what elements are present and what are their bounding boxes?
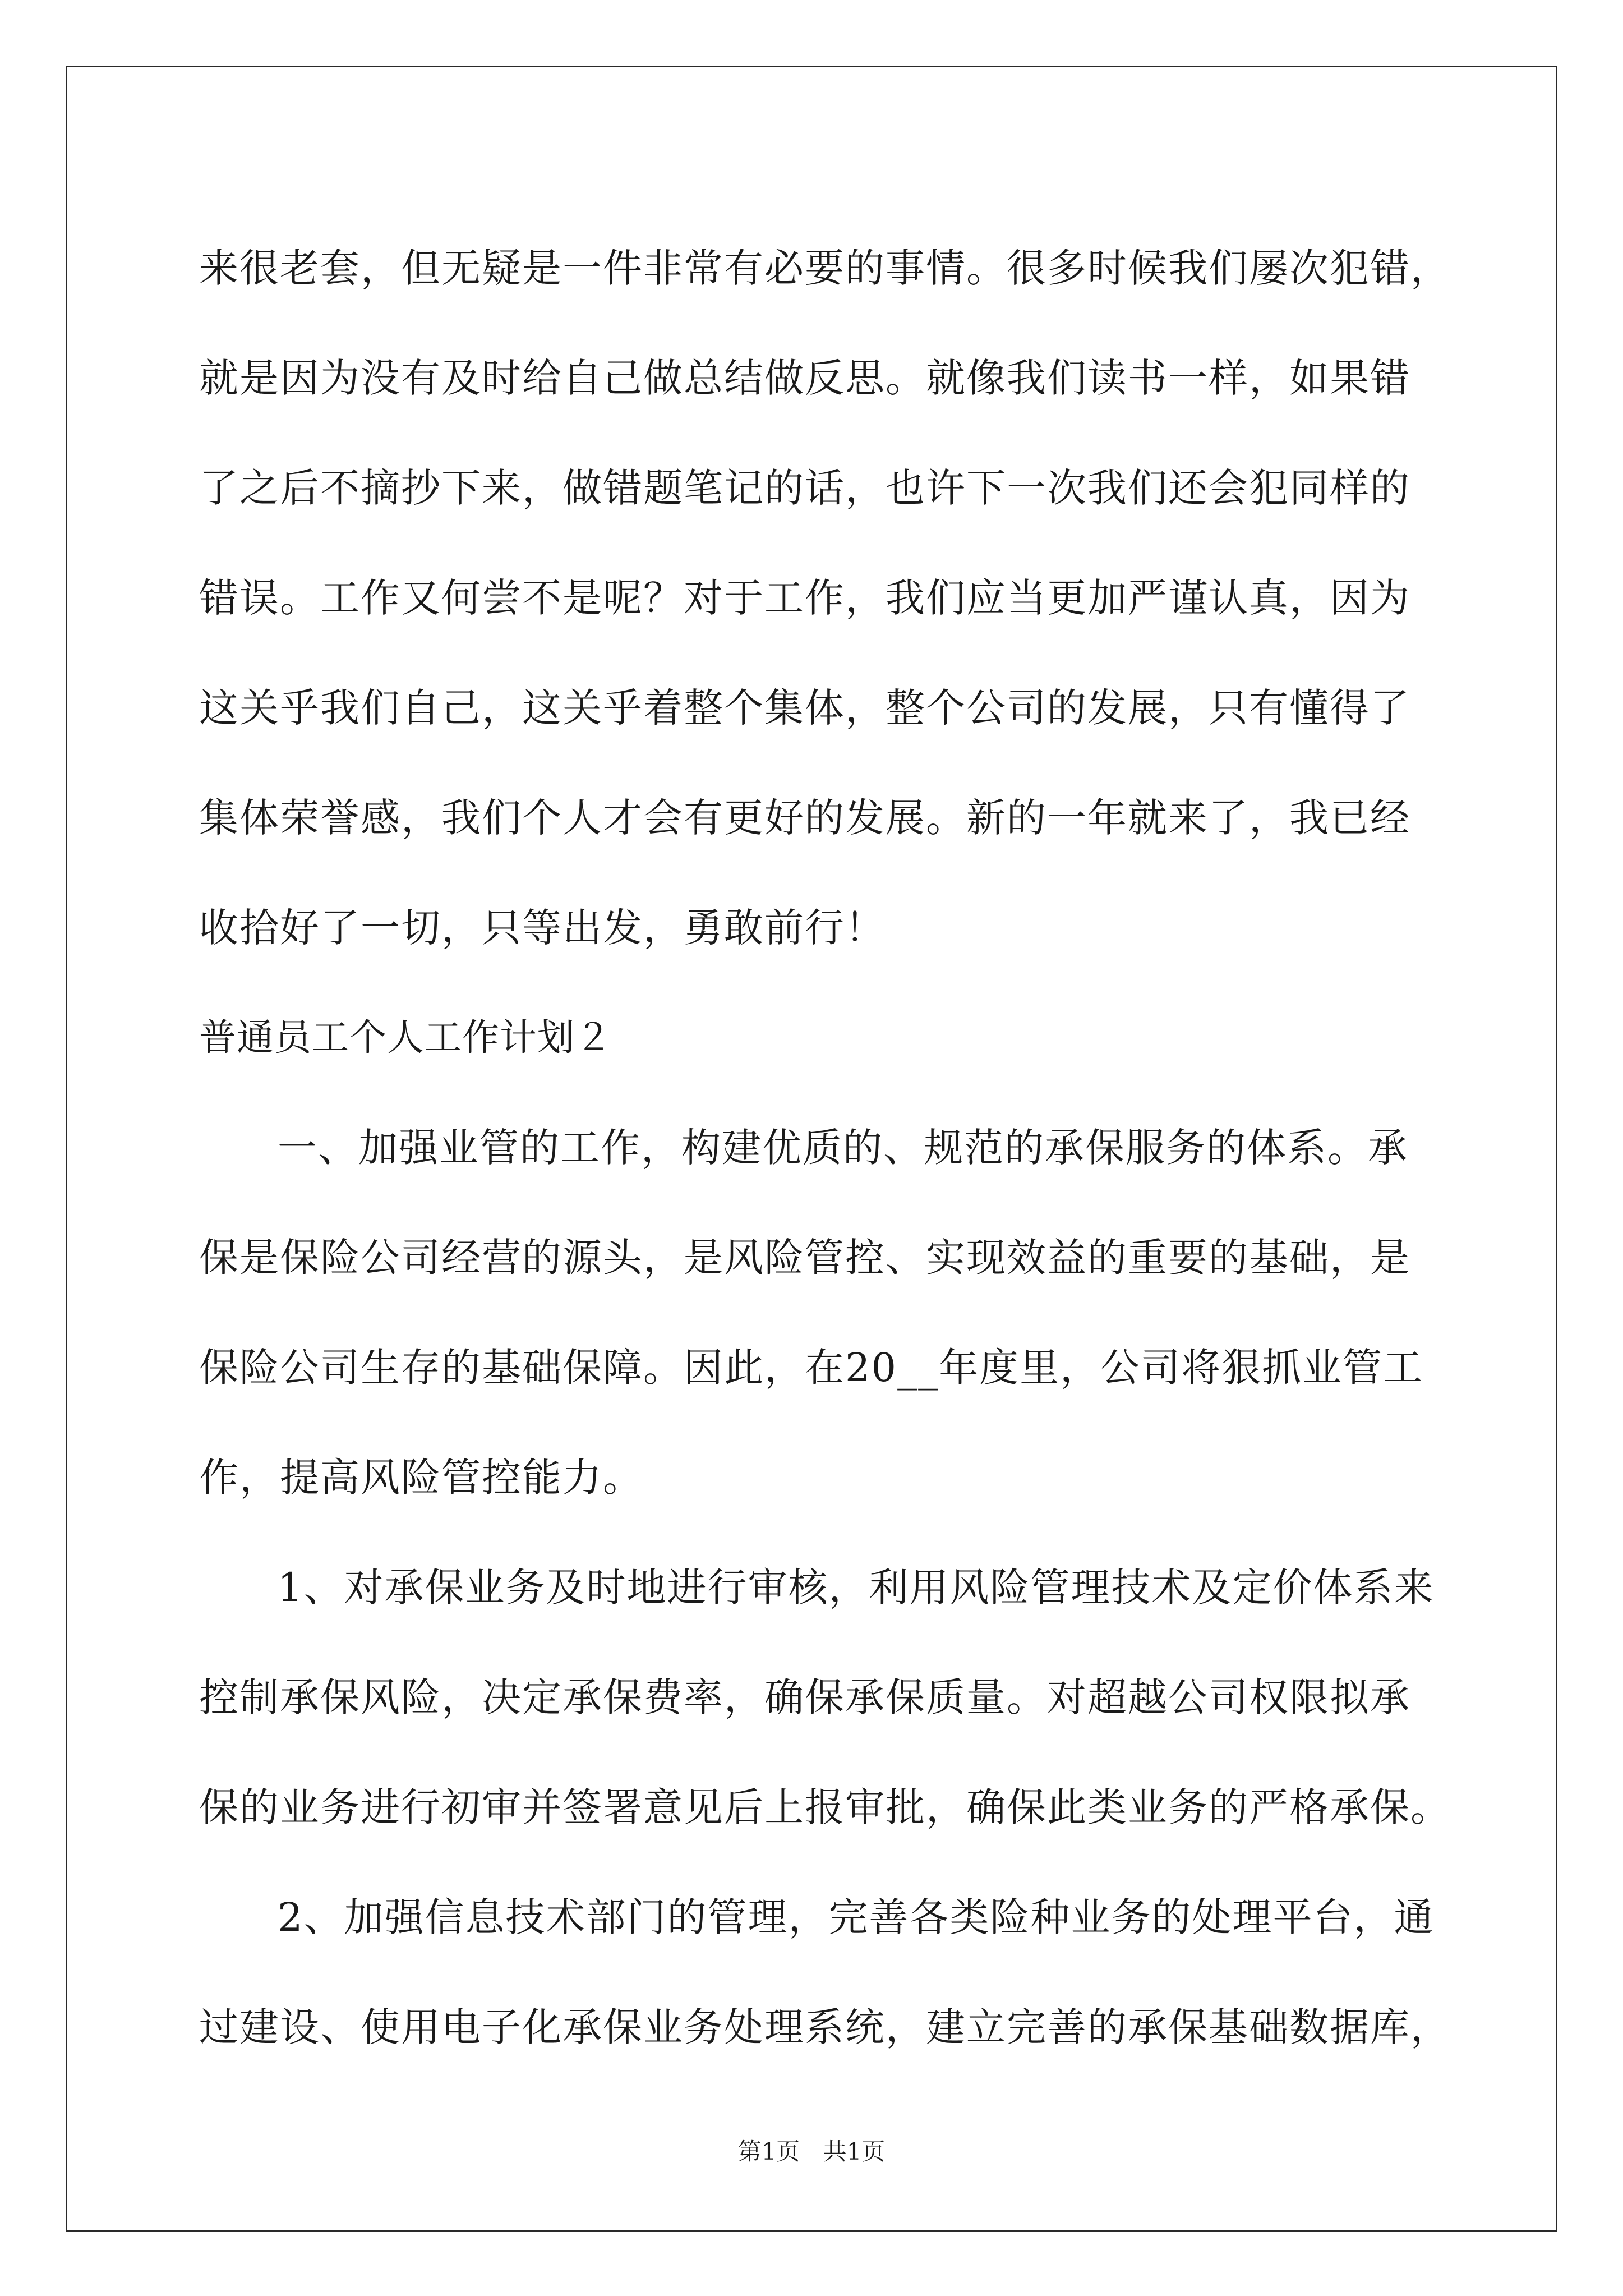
paragraph-line: 过建设、使用电子化承保业务处理系统，建立完善的承保基础数据库， [199, 2004, 1451, 2050]
paragraph-line: 一、加强业管的工作，构建优质的、规范的承保服务的体系。承 [278, 1125, 1408, 1171]
page-footer [0, 2135, 1623, 2169]
paragraph-line: 来很老套，但无疑是一件非常有必要的事情。很多时候我们屡次犯错， [199, 245, 1451, 291]
paragraph-line: 2、加强信息技术部门的管理，完善各类险种业务的处理平台，通 [278, 1894, 1435, 1940]
page-number: 第1页 [737, 2138, 800, 2165]
paragraph-line: 了之后不摘抄下来，做错题笔记的话，也许下一次我们还会犯同样的 [199, 465, 1410, 511]
document-body [199, 213, 1451, 2082]
paragraph-line: 保是保险公司经营的源头，是风险管控、实现效益的重要的基础，是 [199, 1235, 1410, 1281]
page-total: 共1页 [823, 2138, 886, 2165]
paragraph-line: 保险公司生存的基础保障。因此，在20__年度里，公司将狠抓业管工 [199, 1345, 1424, 1391]
paragraph-line: 1、对承保业务及时地进行审核，利用风险管理技术及定价体系来 [278, 1565, 1435, 1611]
paragraph-line: 错误。工作又何尝不是呢？对于工作，我们应当更加严谨认真，因为 [199, 575, 1410, 621]
paragraph-line: 控制承保风险，决定承保费率，确保承保质量。对超越公司权限拟承 [199, 1674, 1410, 1720]
paragraph-line: 这关乎我们自己，这关乎着整个集体，整个公司的发展，只有懂得了 [199, 685, 1410, 731]
section-title: 普通员工个人工作计划２ [199, 1016, 612, 1059]
paragraph-line: 集体荣誉感，我们个人才会有更好的发展。新的一年就来了，我已经 [199, 795, 1410, 841]
paragraph-line: 就是因为没有及时给自己做总结做反思。就像我们读书一样，如果错 [199, 355, 1410, 401]
paragraph-line: 收拾好了一切，只等出发，勇敢前行！ [199, 905, 886, 951]
paragraph-line: 作，提高风险管控能力。 [199, 1455, 643, 1501]
paragraph-line: 保的业务进行初审并签署意见后上报审批，确保此类业务的严格承保。 [199, 1784, 1451, 1830]
